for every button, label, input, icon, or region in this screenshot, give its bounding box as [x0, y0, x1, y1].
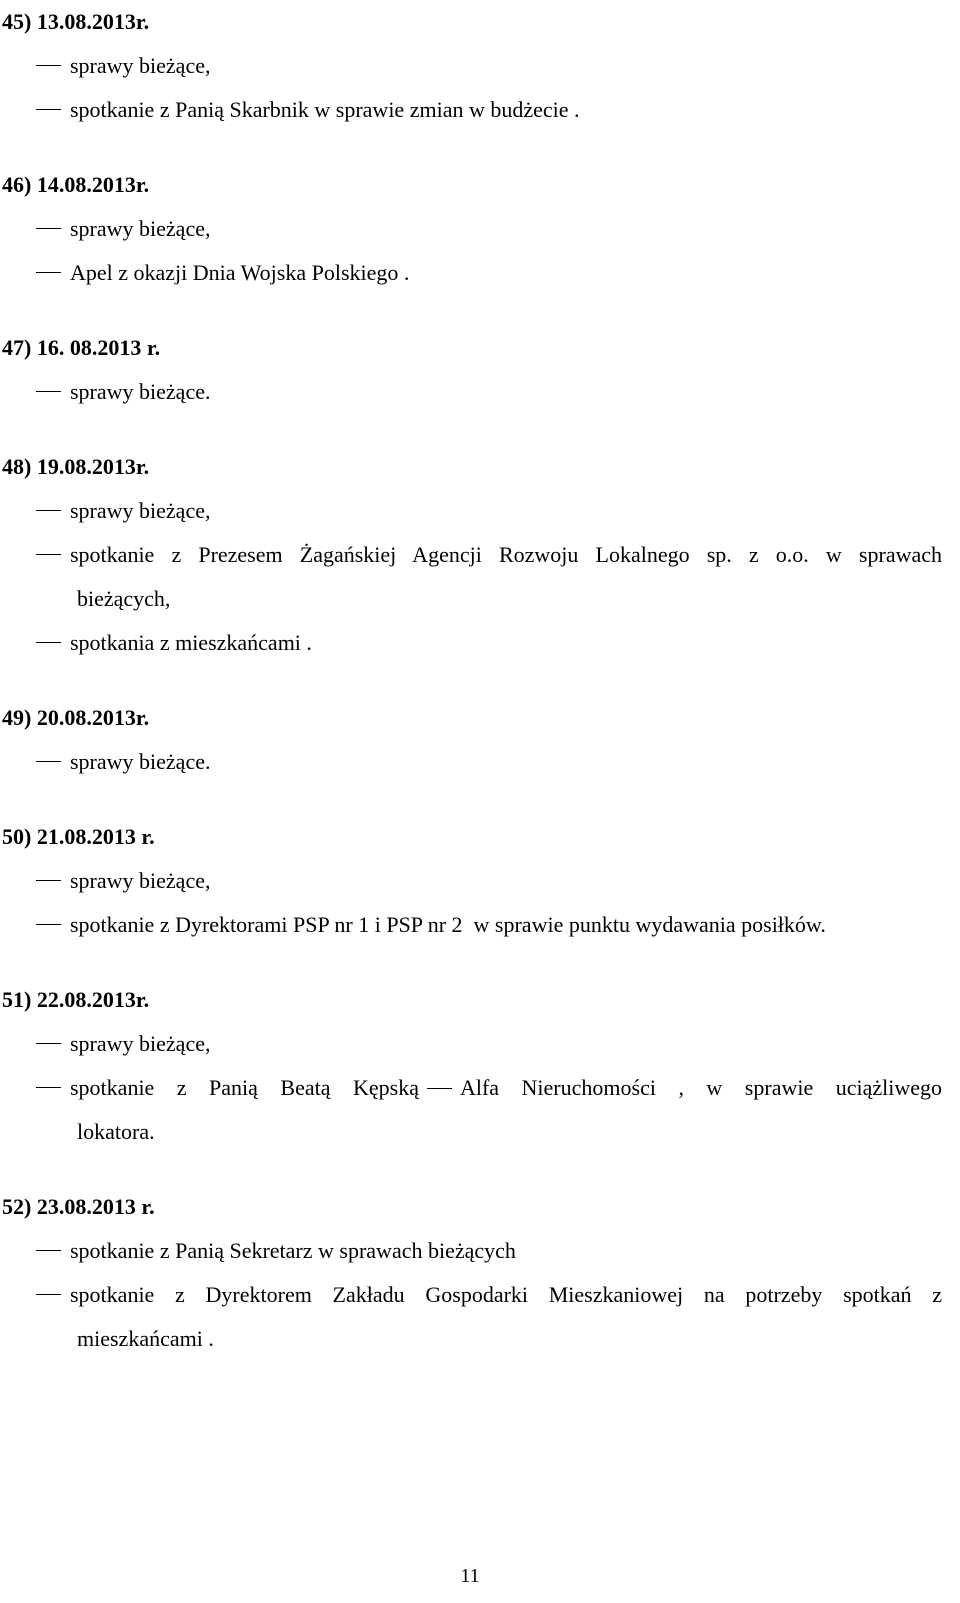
dash-bullet-icon [36, 1043, 61, 1044]
entry-heading: 51) 22.08.2013r. [2, 987, 150, 1012]
item-text-continuation: bieżących, [77, 586, 171, 611]
dash-bullet-icon [36, 642, 61, 643]
entry-heading: 49) 20.08.2013r. [2, 705, 150, 730]
page-number: 11 [460, 1565, 480, 1587]
item-text: sprawy bieżące, [70, 53, 211, 78]
entry-46 [2, 163, 942, 295]
item-text: spotkanie z Panią Beatą Kępską [70, 1075, 419, 1100]
list-item [2, 370, 942, 414]
list-item [2, 1066, 942, 1154]
dash-bullet-icon [36, 1087, 61, 1088]
entry-heading: 50) 21.08.2013 r. [2, 824, 155, 849]
item-text: spotkanie z Dyrektorami PSP nr 1 i PSP nr 2 w sprawie punktu wydawania posiłków. [70, 912, 826, 937]
dash-bullet-icon [36, 65, 61, 66]
item-text: sprawy bieżące. [70, 379, 211, 404]
item-text: spotkanie z Prezesem Żagańskiej Agencji Rozwoju Lokalnego sp. z o.o. w sprawach [70, 542, 942, 567]
entry-heading: 45) 13.08.2013r. [2, 9, 150, 34]
list-item [2, 1273, 942, 1361]
entry-45 [2, 0, 942, 132]
item-text: spotkanie z Panią Skarbnik w sprawie zmian w budżecie . [70, 97, 580, 122]
item-text: sprawy bieżące, [70, 216, 211, 241]
item-text: sprawy bieżące, [70, 498, 211, 523]
list-item [2, 533, 942, 621]
inline-dash-icon [427, 1088, 452, 1089]
list-item [2, 489, 942, 533]
item-text: sprawy bieżące, [70, 1031, 211, 1056]
entry-51 [2, 978, 942, 1154]
item-text: Alfa Nieruchomości , w sprawie uciążliwego [459, 1075, 942, 1100]
entry-50 [2, 815, 942, 947]
item-text: spotkanie z Dyrektorem Zakładu Gospodarki Mieszkaniowej na potrzeby spotkań z [70, 1282, 942, 1307]
dash-bullet-icon [36, 761, 61, 762]
item-text: spotkania z mieszkańcami . [70, 630, 312, 655]
item-text: spotkanie z Panią Sekretarz w sprawach bieżących [70, 1238, 516, 1263]
dash-bullet-icon [36, 1294, 61, 1295]
entry-heading: 46) 14.08.2013r. [2, 172, 150, 197]
entry-49 [2, 696, 942, 784]
entry-47 [2, 326, 942, 414]
list-item [2, 621, 942, 665]
item-text: Apel z okazji Dnia Wojska Polskiego . [70, 260, 410, 285]
entry-heading: 52) 23.08.2013 r. [2, 1194, 155, 1219]
dash-bullet-icon [36, 272, 61, 273]
list-item [2, 44, 942, 88]
entry-52 [2, 1185, 942, 1361]
document-body [2, 0, 942, 1392]
dash-bullet-icon [36, 109, 61, 110]
dash-bullet-icon [36, 391, 61, 392]
dash-bullet-icon [36, 554, 61, 555]
list-item [2, 740, 942, 784]
dash-bullet-icon [36, 510, 61, 511]
list-item [2, 1022, 942, 1066]
entry-heading: 48) 19.08.2013r. [2, 454, 150, 479]
item-text: sprawy bieżące. [70, 749, 211, 774]
item-text-row [70, 1066, 942, 1110]
dash-bullet-icon [36, 1250, 61, 1251]
list-item [2, 859, 942, 903]
item-text: sprawy bieżące, [70, 868, 211, 893]
dash-bullet-icon [36, 924, 61, 925]
list-item [2, 88, 942, 132]
entry-heading: 47) 16. 08.2013 r. [2, 335, 161, 360]
list-item [2, 1229, 942, 1273]
dash-bullet-icon [36, 880, 61, 881]
list-item [2, 251, 942, 295]
item-text-continuation: mieszkańcami . [77, 1326, 214, 1351]
list-item [2, 903, 942, 947]
item-text-continuation: lokatora. [77, 1119, 155, 1144]
entry-48 [2, 445, 942, 665]
list-item [2, 207, 942, 251]
dash-bullet-icon [36, 228, 61, 229]
